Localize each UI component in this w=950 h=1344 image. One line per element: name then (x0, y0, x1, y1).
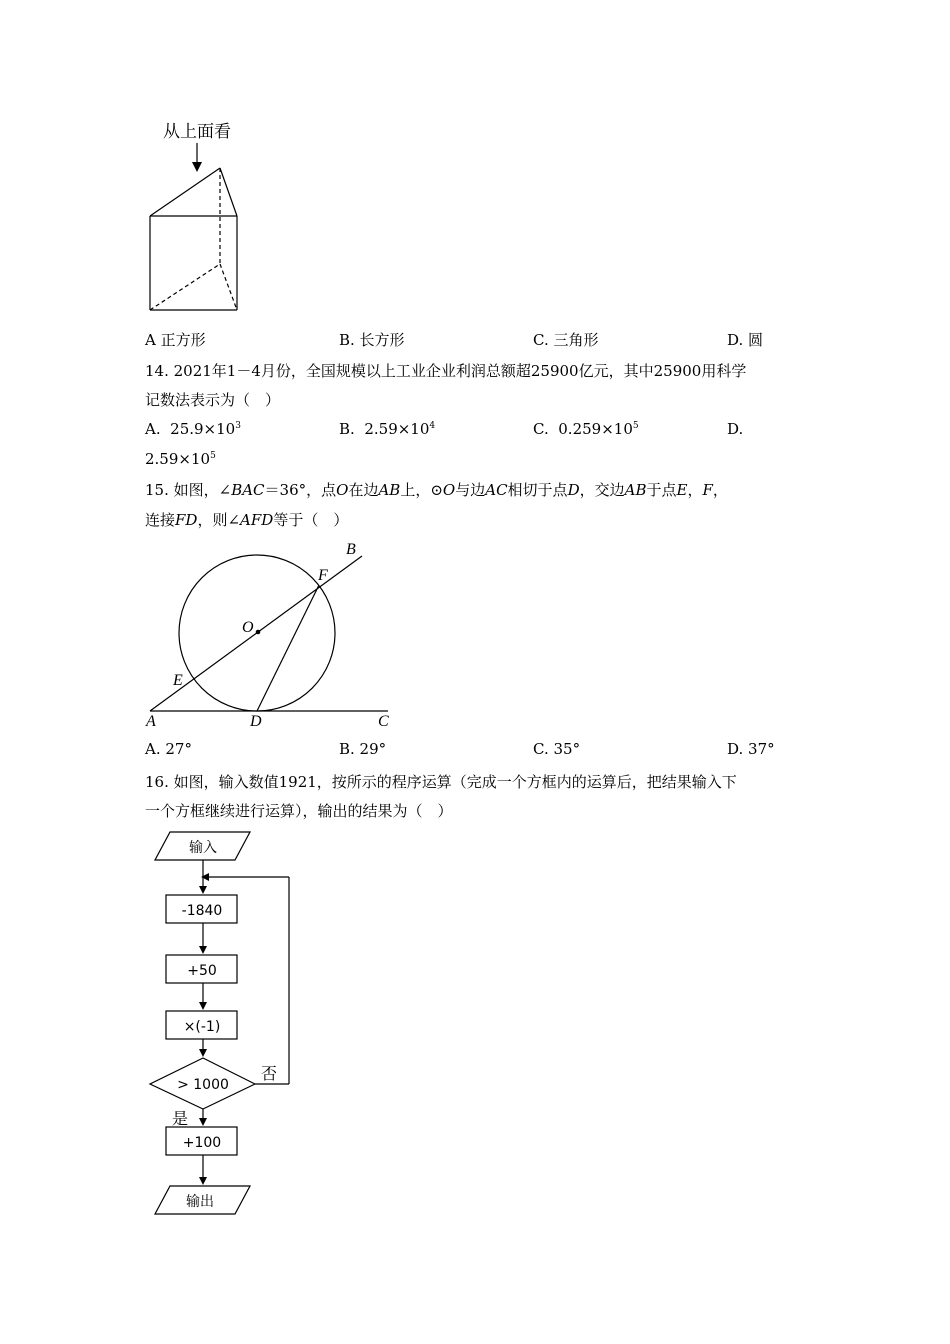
yes-branch-label: 是 (172, 1109, 189, 1128)
decision-label: > 1000 (177, 1077, 229, 1093)
point-e-label: E (173, 672, 183, 689)
q13-option-b[interactable]: B. 长方形 (339, 331, 405, 349)
point-a-label: A (146, 713, 156, 730)
q15-option-a[interactable]: A. 27° (145, 740, 192, 758)
step1-label: -1840 (181, 903, 223, 919)
q14-stem-line1: 14. 2021年1－4月份，全国规模以上工业企业利润总额超25900亿元，其中25900用科学 (145, 362, 747, 380)
output-label: 输出 (186, 1194, 214, 1210)
view-from-top-label: 从上面看 (163, 122, 231, 142)
point-d-label: D (250, 713, 262, 730)
q15-stem-line1: 15. 如图，∠BAC＝36°，点O在边AB上，⊙O与边AC相切于点D，交边AB于点E，F， (145, 481, 728, 499)
q15-stem-line2: 连接FD，则∠AFD等于（ ） (145, 511, 349, 529)
q16-stem-line1: 16. 如图，输入数值1921，按所示的程序运算（完成一个方框内的运算后，把结果输入下 (145, 773, 737, 791)
q14-option-c[interactable]: C. $0.259\times 10^5$ (533, 420, 639, 438)
point-c-label: C (378, 713, 389, 730)
point-f-label: F (318, 567, 328, 584)
input-label: 输入 (189, 840, 217, 856)
q14-stem-line2: 记数法表示为（ ） (145, 391, 281, 409)
q15-option-d[interactable]: D. 37° (727, 740, 775, 758)
point-o-label: O (242, 619, 254, 636)
q13-option-a[interactable]: A 正方形 (145, 331, 206, 349)
point-b-label: B (346, 541, 356, 558)
q14-option-d-label[interactable]: D. (727, 420, 744, 438)
q13-option-c[interactable]: C. 三角形 (533, 331, 599, 349)
step4-label: +100 (182, 1135, 222, 1151)
q14-option-b[interactable]: B. $2.59\times 10^4$ (339, 420, 436, 438)
q14-option-d-value[interactable]: $2.59\times 10^5$ (145, 450, 216, 468)
q15-option-b[interactable]: B. 29° (339, 740, 387, 758)
no-branch-label: 否 (261, 1064, 278, 1083)
q15-option-c[interactable]: C. 35° (533, 740, 581, 758)
q13-option-d[interactable]: D. 圆 (727, 331, 764, 349)
q14-option-a[interactable]: A. $25.9\times 10^3$ (145, 420, 241, 438)
step2-label: +50 (187, 963, 217, 979)
step3-label: ×(-1) (183, 1019, 221, 1035)
q16-stem-line2: 一个方框继续进行运算），输出的结果为（ ） (145, 802, 453, 820)
